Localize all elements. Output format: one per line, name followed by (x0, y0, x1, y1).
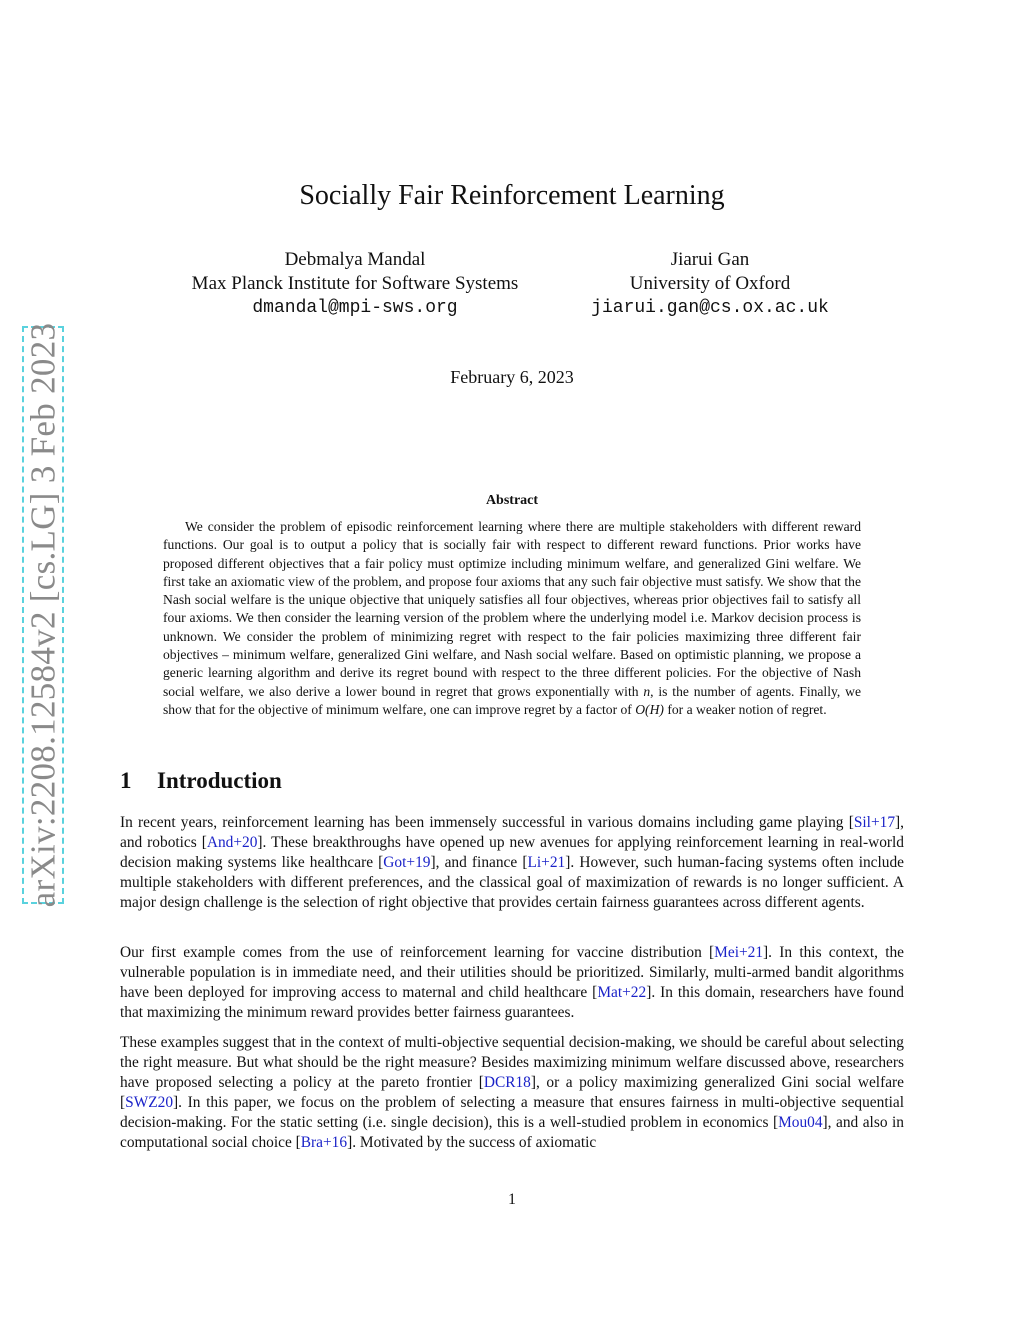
abstract-body (163, 518, 861, 719)
author-affiliation: Max Planck Institute for Software Systems (191, 273, 519, 294)
citation-link[interactable]: Bra+16 (300, 1134, 348, 1151)
citation-link[interactable]: DCR18 (483, 1074, 531, 1091)
paragraph-text: ]. In this paper, we focus on the problem of selecting a measure that ensures fairness in multi-objective sequential decision-making. For the static setting (i.e. single decision), this is a well-studied problem in economics [ (120, 1094, 904, 1131)
paragraph-text: ]. In this domain, researchers have found that maximizing the minimum reward provides better fairness guarantees. (120, 984, 904, 1021)
author-name: Debmalya Mandal (284, 249, 426, 270)
abstract-text: , is the number of agents. Finally, we show that for the objective of minimum welfare, one can improve regret by a factor of (163, 683, 861, 717)
page-number: 1 (508, 1191, 516, 1208)
author-email[interactable]: dmandal@mpi-sws.org (252, 298, 458, 318)
paper-title: Socially Fair Reinforcement Learning (299, 180, 725, 211)
author-affiliation: University of Oxford (629, 273, 791, 294)
author-name: Jiarui Gan (670, 249, 750, 270)
paragraph-text: ], or a policy maximizing generalized Gini social welfare [ (120, 1074, 904, 1111)
arxiv-id: arXiv:2208.12584v2 [cs.LG] 3 Feb 2023 (23, 322, 63, 908)
author-email[interactable]: jiarui.gan@cs.ox.ac.uk (591, 298, 829, 318)
author-block-2 (570, 248, 850, 320)
intro-paragraph-3 (120, 1033, 904, 1153)
author-block-1 (170, 248, 540, 320)
citation-link[interactable]: Mat+22 (597, 984, 647, 1001)
paragraph-text: ]. In this context, the vulnerable population is in immediate need, and their utilities should be prioritized. Similarly, multi-armed bandit algorithms have been deployed for improving access to maternal and child healthcare [ (120, 944, 904, 1001)
math-big-o: O(H) (635, 701, 664, 717)
paragraph-text: ], and robotics [ (120, 814, 904, 851)
citation-link[interactable]: Got+19 (383, 854, 431, 871)
citation-link[interactable]: And+20 (206, 834, 258, 851)
abstract-text: We consider the problem of episodic reinforcement learning where there are multiple stakeholders with different reward functions. Our goal is to output a policy that is socially fair with respect to different reward functions. Prior works have proposed different objectives that a fair policy must optimize including minimum welfare, and generalized Gini welfare. We first take an axiomatic view of the problem, and propose four axioms that any such fair objective must satisfy. We show that the Nash social welfare is the unique objective that uniquely satisfies all four objectives, whereas prior objectives fail to satisfy all four axioms. We then consider the learning version of the problem where the underlying model i.e. Markov decision process is unknown. We consider the problem of minimizing regret with respect to the fair policies maximizing three different fair objectives – minimum welfare, generalized Gini welfare, and Nash social welfare. Based on optimistic planning, we propose a generic learning algorithm and derive its regret bound with respect to the three different policies. For the objective of Nash social welfare, we also derive a lower bound in regret that grows exponentially with (163, 519, 861, 699)
paragraph-text: Our first example comes from the use of reinforcement learning for vaccine distribution [ (120, 944, 715, 961)
paragraph-text: ], and also in computational social choice [ (120, 1114, 904, 1151)
intro-paragraph-1 (120, 813, 904, 913)
abstract-heading: Abstract (485, 493, 539, 508)
paragraph-text: ]. Motivated by the success of axiomatic (347, 1134, 597, 1151)
citation-link[interactable]: Li+21 (527, 854, 566, 871)
abstract-text: for a weaker notion of regret. (663, 701, 827, 717)
paper-date: February 6, 2023 (450, 367, 574, 387)
paragraph-text: ], and finance [ (430, 854, 528, 871)
paragraph-text: These examples suggest that in the context of multi-objective sequential decision-making, we should be careful about selecting the right measure. But what should be the right measure? Besides maximizing minimum welfare discussed above, researchers have proposed selecting a policy at the pareto frontier [ (120, 1034, 904, 1091)
citation-link[interactable]: Mou04 (778, 1114, 823, 1131)
citation-link[interactable]: SWZ20 (125, 1094, 174, 1111)
arxiv-stamp (22, 322, 64, 908)
section-number: 1 (120, 768, 132, 793)
citation-link[interactable]: Sil+17 (853, 814, 896, 831)
intro-paragraph-2 (120, 943, 904, 1023)
section-title: Introduction (157, 768, 282, 793)
paragraph-text: ]. However, such human-facing systems often include multiple stakeholders with different preferences, and the classical goal of maximization of rewards is no longer sufficient. A major design challenge is the selection of right objective that provides certain fairness guarantees across different agents. (120, 854, 904, 911)
math-n: n (643, 683, 651, 699)
paragraph-text: ]. These breakthroughs have opened up new avenues for applying reinforcement learning in real-world decision making systems like healthcare [ (120, 834, 904, 871)
citation-link[interactable]: Mei+21 (714, 944, 764, 961)
paragraph-text: In recent years, reinforcement learning has been immensely successful in various domains including game playing [ (120, 814, 854, 831)
section-heading (120, 768, 282, 794)
